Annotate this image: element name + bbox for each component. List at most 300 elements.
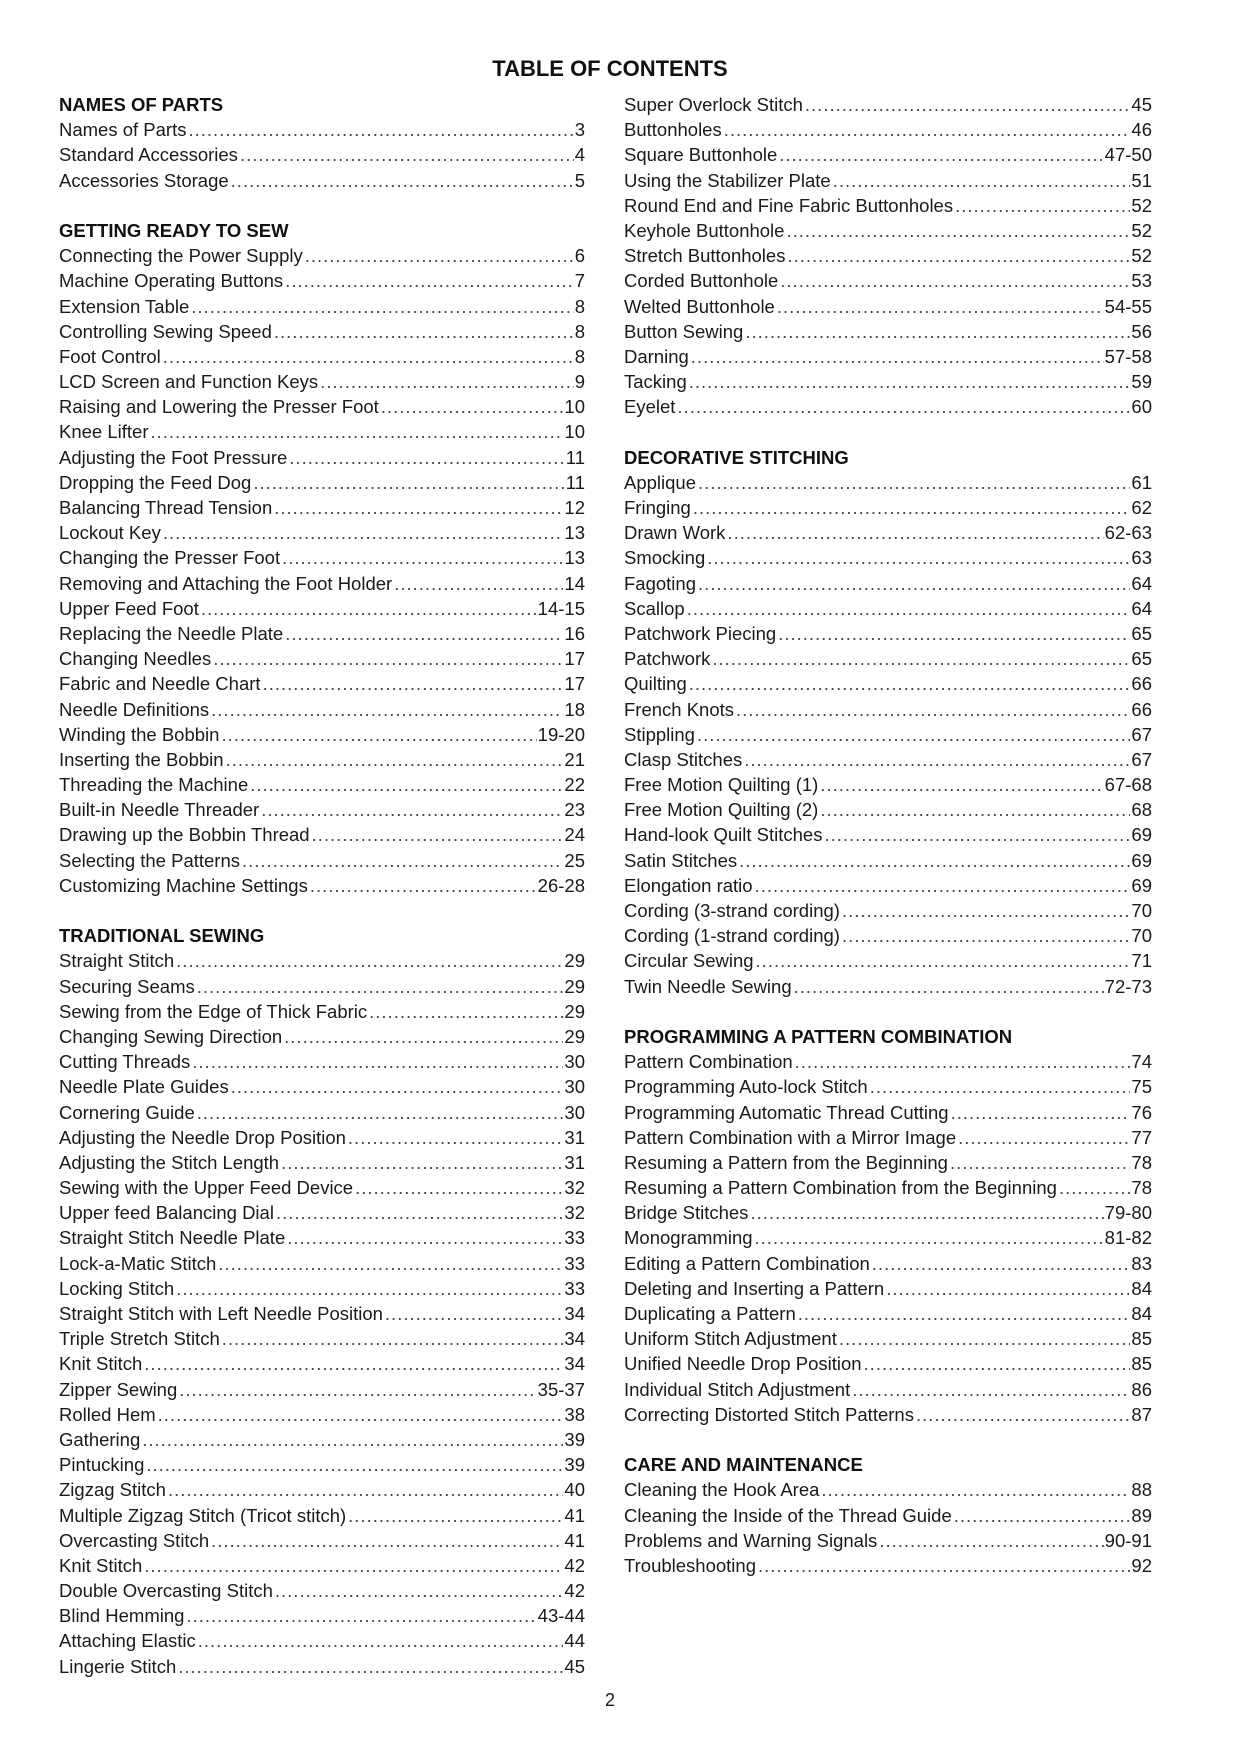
toc-entry-page: 57-58 bbox=[1104, 345, 1152, 367]
toc-entry-page: 59 bbox=[1131, 371, 1152, 393]
toc-entry-title: Selecting the Patterns bbox=[59, 849, 240, 871]
dot-leader bbox=[213, 646, 563, 671]
toc-entry bbox=[59, 1074, 585, 1099]
dot-leader bbox=[864, 1351, 1131, 1376]
dot-leader bbox=[369, 999, 563, 1024]
toc-entry-title: Triple Stretch Stitch bbox=[59, 1328, 220, 1350]
toc-entry bbox=[624, 369, 1152, 394]
toc-entry-page: 66 bbox=[1131, 698, 1152, 720]
toc-entry-page: 44 bbox=[564, 1630, 585, 1652]
toc-entry-page: 83 bbox=[1131, 1252, 1152, 1274]
toc-entry bbox=[59, 1301, 585, 1326]
toc-entry bbox=[624, 621, 1152, 646]
dot-leader bbox=[163, 520, 564, 545]
toc-entry bbox=[59, 948, 585, 973]
toc-entry-title: Resuming a Pattern from the Beginning bbox=[624, 1151, 948, 1173]
toc-entry bbox=[59, 1503, 585, 1528]
toc-entry-page: 30 bbox=[564, 1051, 585, 1073]
toc-entry-page: 62 bbox=[1131, 497, 1152, 518]
toc-entry-title: Quilting bbox=[624, 673, 687, 695]
toc-entry-page: 31 bbox=[564, 1126, 585, 1148]
toc-entry-title: Editing a Pattern Combination bbox=[624, 1252, 870, 1274]
toc-entry-title: Circular Sewing bbox=[624, 950, 754, 972]
toc-entry-title: Smocking bbox=[624, 547, 706, 569]
dot-leader bbox=[786, 218, 1130, 243]
dot-leader bbox=[250, 772, 563, 797]
toc-entry-title: Accessories Storage bbox=[59, 169, 229, 191]
toc-entry bbox=[59, 520, 585, 545]
dot-leader bbox=[795, 1049, 1131, 1074]
toc-entry-page: 32 bbox=[564, 1177, 585, 1199]
toc-entry-title: Individual Stitch Adjustment bbox=[624, 1378, 851, 1400]
section-heading: PROGRAMMING A PATTERN COMBINATION bbox=[624, 1025, 1013, 1047]
toc-entry-title: Patchwork Piecing bbox=[624, 622, 777, 644]
toc-entry-title: Pattern Combination bbox=[624, 1051, 793, 1073]
dot-leader bbox=[189, 117, 574, 142]
toc-entry-page: 40 bbox=[564, 1479, 585, 1501]
toc-entry bbox=[624, 92, 1152, 117]
page-title: TABLE OF CONTENTS bbox=[492, 56, 728, 81]
toc-entry bbox=[59, 1150, 585, 1175]
toc-entry-title: Straight Stitch bbox=[59, 950, 175, 972]
dot-leader bbox=[739, 848, 1130, 873]
toc-entry-page: 21 bbox=[564, 748, 585, 770]
toc-entry-page: 78 bbox=[1131, 1151, 1152, 1173]
toc-entry-page: 85 bbox=[1131, 1328, 1152, 1350]
toc-entry-page: 64 bbox=[1131, 597, 1152, 619]
toc-entry-page: 56 bbox=[1131, 320, 1152, 342]
toc-entry-page: 6 bbox=[574, 245, 585, 267]
toc-entry bbox=[59, 747, 585, 772]
toc-entry bbox=[624, 1125, 1152, 1150]
toc-entry-page: 11 bbox=[565, 471, 585, 493]
toc-entry-page: 77 bbox=[1131, 1126, 1152, 1148]
toc-entry-title: Uniform Stitch Adjustment bbox=[624, 1328, 837, 1350]
toc-entry-page: 42 bbox=[564, 1580, 585, 1602]
dot-leader bbox=[222, 1326, 564, 1351]
dot-leader bbox=[778, 621, 1130, 646]
toc-entry bbox=[624, 1553, 1152, 1578]
dot-leader bbox=[842, 923, 1130, 948]
toc-entry bbox=[59, 243, 585, 268]
toc-entry bbox=[624, 1049, 1152, 1074]
toc-entry bbox=[59, 1553, 585, 1578]
toc-entry-title: Connecting the Power Supply bbox=[59, 245, 303, 267]
toc-entry-title: Deleting and Inserting a Pattern bbox=[624, 1277, 885, 1299]
toc-entry bbox=[624, 1074, 1152, 1099]
toc-entry-title: Stretch Buttonholes bbox=[624, 245, 786, 267]
toc-entry-page: 10 bbox=[564, 396, 585, 418]
dot-leader bbox=[955, 193, 1130, 218]
toc-entry-page: 17 bbox=[564, 673, 585, 695]
toc-entry-title: Winding the Bobbin bbox=[59, 723, 220, 745]
dot-leader bbox=[394, 571, 563, 596]
toc-entry-title: Overcasting Stitch bbox=[59, 1529, 210, 1551]
toc-entry-title: Built-in Needle Threader bbox=[59, 799, 260, 821]
dot-leader bbox=[144, 1553, 563, 1578]
toc-entry-title: Satin Stitches bbox=[624, 849, 738, 871]
dot-leader bbox=[168, 1477, 563, 1502]
toc-entry bbox=[624, 1528, 1152, 1553]
toc-column-right bbox=[624, 92, 1152, 1578]
toc-entry-title: Patchwork bbox=[624, 648, 711, 670]
toc-entry-page: 52 bbox=[1131, 194, 1152, 216]
toc-entry bbox=[624, 168, 1152, 193]
toc-entry bbox=[624, 470, 1152, 495]
toc-entry-title: Fringing bbox=[624, 497, 691, 518]
dot-leader bbox=[226, 747, 564, 772]
toc-entry bbox=[59, 571, 585, 596]
dot-leader bbox=[779, 142, 1103, 167]
toc-entry bbox=[59, 294, 585, 319]
dot-leader bbox=[693, 495, 1131, 520]
dot-leader bbox=[689, 671, 1131, 696]
dot-leader bbox=[872, 1251, 1131, 1276]
toc-entry-title: Drawn Work bbox=[624, 522, 726, 544]
toc-entry bbox=[59, 1654, 585, 1679]
toc-entry-title: Free Motion Quilting (2) bbox=[624, 799, 819, 821]
toc-entry-title: Twin Needle Sewing bbox=[624, 975, 792, 997]
dot-leader bbox=[178, 1654, 563, 1679]
toc-entry-title: Dropping the Feed Dog bbox=[59, 471, 252, 493]
toc-entry-page: 60 bbox=[1131, 396, 1152, 418]
toc-entry-title: Button Sewing bbox=[624, 320, 744, 342]
dot-leader bbox=[787, 243, 1130, 268]
toc-entry-page: 74 bbox=[1131, 1051, 1152, 1073]
section-spacer bbox=[59, 898, 585, 923]
dot-leader bbox=[839, 1326, 1131, 1351]
dot-leader bbox=[712, 646, 1130, 671]
toc-entry-page: 29 bbox=[564, 1000, 585, 1022]
toc-entry-page: 42 bbox=[564, 1554, 585, 1576]
dot-leader bbox=[218, 1251, 563, 1276]
toc-entry bbox=[624, 243, 1152, 268]
dot-leader bbox=[744, 747, 1130, 772]
toc-entry bbox=[59, 1326, 585, 1351]
toc-entry-title: Sewing with the Upper Feed Device bbox=[59, 1177, 354, 1199]
toc-entry bbox=[624, 495, 1152, 520]
toc-entry bbox=[624, 772, 1152, 797]
section-spacer bbox=[624, 999, 1152, 1024]
toc-entry bbox=[624, 1477, 1152, 1502]
dot-leader bbox=[261, 797, 563, 822]
toc-entry-page: 79-80 bbox=[1104, 1202, 1152, 1224]
toc-entry-title: Resuming a Pattern Combination from the Beginning bbox=[624, 1177, 1057, 1199]
toc-entry-page: 63 bbox=[1131, 547, 1152, 569]
toc-entry bbox=[59, 1603, 585, 1628]
toc-entry bbox=[624, 1276, 1152, 1301]
toc-entry-title: Darning bbox=[624, 345, 689, 367]
dot-leader bbox=[242, 848, 563, 873]
toc-entry-title: Knit Stitch bbox=[59, 1353, 143, 1375]
dot-leader bbox=[146, 1452, 563, 1477]
dot-leader bbox=[886, 1276, 1130, 1301]
section-heading: GETTING READY TO SEW bbox=[59, 219, 289, 241]
toc-entry-title: Knit Stitch bbox=[59, 1554, 143, 1576]
toc-entry-page: 33 bbox=[564, 1277, 585, 1299]
dot-leader bbox=[144, 1351, 563, 1376]
dot-leader bbox=[1059, 1175, 1130, 1200]
toc-entry-title: Foot Control bbox=[59, 345, 161, 367]
dot-leader bbox=[287, 1225, 563, 1250]
toc-entry-page: 90-91 bbox=[1104, 1529, 1152, 1551]
toc-entry bbox=[624, 1225, 1152, 1250]
toc-entry bbox=[59, 117, 585, 142]
toc-entry-title: Fagoting bbox=[624, 572, 696, 594]
toc-entry-title: Cutting Threads bbox=[59, 1051, 191, 1073]
toc-entry-title: Clasp Stitches bbox=[624, 748, 743, 770]
toc-entry-title: Lingerie Stitch bbox=[59, 1655, 177, 1677]
dot-leader bbox=[355, 1175, 563, 1200]
toc-entry-title: Pattern Combination with a Mirror Image bbox=[624, 1126, 957, 1148]
toc-entry-title: Raising and Lowering the Presser Foot bbox=[59, 396, 379, 418]
toc-entry bbox=[624, 974, 1152, 999]
dot-leader bbox=[201, 596, 537, 621]
toc-entry-page: 69 bbox=[1131, 874, 1152, 896]
toc-entry-title: Keyhole Buttonhole bbox=[624, 219, 785, 241]
toc-entry-title: Names of Parts bbox=[59, 119, 187, 141]
toc-entry bbox=[59, 999, 585, 1024]
dot-leader bbox=[289, 445, 564, 470]
toc-entry-page: 52 bbox=[1131, 245, 1152, 267]
toc-entry-page: 46 bbox=[1131, 119, 1152, 141]
toc-entry-title: Straight Stitch Needle Plate bbox=[59, 1227, 286, 1249]
toc-entry bbox=[59, 419, 585, 444]
toc-entry-page: 10 bbox=[564, 421, 585, 443]
toc-entry-title: Extension Table bbox=[59, 295, 190, 317]
dot-leader bbox=[724, 117, 1131, 142]
toc-entry-page: 29 bbox=[564, 975, 585, 997]
toc-entry-title: Stippling bbox=[624, 723, 695, 745]
toc-entry-page: 81-82 bbox=[1104, 1227, 1152, 1249]
toc-entry-title: Tacking bbox=[624, 371, 687, 393]
toc-entry-title: Balancing Thread Tension bbox=[59, 497, 273, 518]
dot-leader bbox=[727, 520, 1103, 545]
dot-leader bbox=[221, 722, 536, 747]
toc-entry bbox=[59, 697, 585, 722]
toc-entry bbox=[59, 545, 585, 570]
toc-entry-title: Replacing the Needle Plate bbox=[59, 622, 284, 644]
dot-leader bbox=[697, 722, 1130, 747]
toc-entry-title: Adjusting the Foot Pressure bbox=[59, 446, 288, 468]
toc-entry-title: Cornering Guide bbox=[59, 1101, 195, 1123]
dot-leader bbox=[275, 1578, 564, 1603]
dot-leader bbox=[274, 319, 574, 344]
toc-entry bbox=[624, 193, 1152, 218]
dot-leader bbox=[282, 545, 563, 570]
toc-entry-title: Fabric and Needle Chart bbox=[59, 673, 261, 695]
toc-entry-page: 39 bbox=[564, 1428, 585, 1450]
toc-entry-page: 34 bbox=[564, 1328, 585, 1350]
toc-entry bbox=[624, 822, 1152, 847]
toc-entry-page: 22 bbox=[564, 774, 585, 796]
toc-entry bbox=[59, 495, 585, 520]
dot-leader bbox=[698, 571, 1130, 596]
dot-leader bbox=[240, 142, 574, 167]
toc-entry-page: 66 bbox=[1131, 673, 1152, 695]
toc-entry bbox=[624, 142, 1152, 167]
toc-entry-page: 38 bbox=[564, 1403, 585, 1425]
toc-entry-page: 70 bbox=[1131, 900, 1152, 921]
dot-leader bbox=[150, 419, 563, 444]
toc-entry-title: LCD Screen and Function Keys bbox=[59, 371, 319, 393]
dot-leader bbox=[263, 671, 564, 696]
toc-entry-title: Hand-look Quilt Stitches bbox=[624, 824, 823, 846]
dot-leader bbox=[348, 1125, 564, 1150]
toc-entry bbox=[59, 344, 585, 369]
toc-entry-page: 34 bbox=[564, 1353, 585, 1375]
toc-entry-title: Upper Feed Foot bbox=[59, 597, 199, 619]
dot-leader bbox=[310, 873, 537, 898]
toc-entry bbox=[59, 722, 585, 747]
toc-entry bbox=[624, 520, 1152, 545]
toc-entry bbox=[59, 1225, 585, 1250]
dot-leader bbox=[805, 92, 1131, 117]
toc-entry-page: 39 bbox=[564, 1454, 585, 1476]
toc-entry bbox=[59, 319, 585, 344]
toc-entry-page: 89 bbox=[1131, 1504, 1152, 1526]
toc-entry-title: Unified Needle Drop Position bbox=[624, 1353, 862, 1375]
toc-entry bbox=[624, 923, 1152, 948]
toc-entry-page: 12 bbox=[564, 497, 585, 518]
toc-entry-title: Sewing from the Edge of Thick Fabric bbox=[59, 1000, 368, 1022]
toc-entry bbox=[624, 1175, 1152, 1200]
toc-entry-title: Eyelet bbox=[624, 396, 676, 418]
toc-entry-page: 23 bbox=[564, 799, 585, 821]
toc-entry-page: 67 bbox=[1131, 748, 1152, 770]
toc-entry-page: 85 bbox=[1131, 1353, 1152, 1375]
toc-entry-title: Using the Stabilizer Plate bbox=[624, 169, 831, 191]
toc-entry-title: Knee Lifter bbox=[59, 421, 149, 443]
toc-entry-title: Cleaning the Inside of the Thread Guide bbox=[624, 1504, 952, 1526]
toc-entry bbox=[59, 1578, 585, 1603]
dot-leader bbox=[284, 1024, 563, 1049]
toc-entry bbox=[624, 1503, 1152, 1528]
toc-entry bbox=[59, 1377, 585, 1402]
toc-entry-page: 8 bbox=[574, 295, 585, 317]
toc-entry bbox=[59, 1402, 585, 1427]
toc-entry bbox=[59, 1528, 585, 1553]
toc-entry-title: Round End and Fine Fabric Buttonholes bbox=[624, 194, 954, 216]
toc-entry-title: Inserting the Bobbin bbox=[59, 748, 224, 770]
section-spacer bbox=[624, 419, 1152, 444]
toc-entry-title: Correcting Distorted Stitch Patterns bbox=[624, 1403, 914, 1425]
toc-entry-title: Lock-a-Matic Stitch bbox=[59, 1252, 217, 1274]
toc-entry-page: 7 bbox=[574, 270, 585, 292]
toc-entry-title: Buttonholes bbox=[624, 119, 722, 141]
toc-entry-title: Bridge Stitches bbox=[624, 1202, 749, 1224]
toc-entry-page: 5 bbox=[574, 169, 585, 191]
toc-entry bbox=[59, 1427, 585, 1452]
dot-leader bbox=[163, 344, 574, 369]
toc-entry bbox=[624, 1301, 1152, 1326]
toc-entry-title: Standard Accessories bbox=[59, 144, 238, 166]
section-heading: TRADITIONAL SEWING bbox=[59, 925, 265, 947]
dot-leader bbox=[158, 1402, 564, 1427]
toc-entry bbox=[624, 848, 1152, 873]
toc-entry bbox=[59, 873, 585, 898]
dot-leader bbox=[687, 596, 1131, 621]
toc-entry bbox=[624, 1200, 1152, 1225]
section-heading: DECORATIVE STITCHING bbox=[624, 446, 849, 468]
dot-leader bbox=[820, 772, 1103, 797]
toc-entry-page: 84 bbox=[1131, 1303, 1152, 1324]
dot-leader bbox=[750, 1200, 1103, 1225]
toc-entry-page: 29 bbox=[564, 1025, 585, 1047]
toc-entry-title: Scallop bbox=[624, 597, 685, 619]
dot-leader bbox=[186, 1603, 536, 1628]
toc-entry bbox=[624, 873, 1152, 898]
toc-entry-title: Zipper Sewing bbox=[59, 1378, 178, 1400]
dot-leader bbox=[842, 898, 1130, 923]
toc-entry-title: Elongation ratio bbox=[624, 874, 753, 896]
dot-leader bbox=[198, 1628, 564, 1653]
toc-entry-page: 92 bbox=[1131, 1554, 1152, 1576]
toc-entry-page: 25 bbox=[564, 849, 585, 871]
toc-entry-title: Welted Buttonhole bbox=[624, 295, 775, 317]
toc-entry bbox=[624, 1377, 1152, 1402]
dot-leader bbox=[179, 1377, 536, 1402]
toc-entry-page: 17 bbox=[564, 648, 585, 670]
toc-entry bbox=[624, 1100, 1152, 1125]
toc-entry-title: Duplicating a Pattern bbox=[624, 1303, 796, 1324]
toc-entry bbox=[59, 142, 585, 167]
section-heading: CARE AND MAINTENANCE bbox=[624, 1454, 863, 1476]
toc-entry-page: 76 bbox=[1131, 1101, 1152, 1123]
dot-leader bbox=[348, 1503, 563, 1528]
toc-entry bbox=[59, 1100, 585, 1125]
toc-entry bbox=[624, 319, 1152, 344]
toc-entry bbox=[59, 797, 585, 822]
toc-entry bbox=[59, 1125, 585, 1150]
toc-entry bbox=[624, 747, 1152, 772]
toc-entry-title: Straight Stitch with Left Needle Position bbox=[59, 1303, 383, 1324]
toc-entry bbox=[624, 671, 1152, 696]
section-heading: NAMES OF PARTS bbox=[59, 94, 224, 115]
toc-entry-title: Cording (3-strand cording) bbox=[624, 900, 840, 921]
toc-entry bbox=[59, 268, 585, 293]
toc-entry bbox=[59, 369, 585, 394]
dot-leader bbox=[305, 243, 574, 268]
toc-entry-page: 41 bbox=[564, 1529, 585, 1551]
toc-entry-page: 3 bbox=[574, 119, 585, 141]
toc-entry bbox=[624, 294, 1152, 319]
toc-entry-title: Pintucking bbox=[59, 1454, 145, 1476]
dot-leader bbox=[689, 369, 1131, 394]
toc-entry-page: 65 bbox=[1131, 648, 1152, 670]
toc-entry-title: Customizing Machine Settings bbox=[59, 874, 308, 896]
toc-entry-title: Drawing up the Bobbin Thread bbox=[59, 824, 310, 846]
dot-leader bbox=[285, 268, 574, 293]
toc-entry-page: 87 bbox=[1131, 1403, 1152, 1425]
toc-entry-page: 45 bbox=[564, 1655, 585, 1677]
toc-entry-title: Problems and Warning Signals bbox=[624, 1529, 878, 1551]
toc-entry-page: 51 bbox=[1131, 169, 1152, 191]
dot-leader bbox=[794, 974, 1104, 999]
toc-entry-title: Changing Sewing Direction bbox=[59, 1025, 283, 1047]
toc-entry-page: 67 bbox=[1131, 723, 1152, 745]
toc-entry bbox=[624, 394, 1152, 419]
toc-column-left bbox=[59, 92, 585, 1679]
toc-entry-page: 14 bbox=[564, 572, 585, 594]
toc-entry-page: 11 bbox=[565, 446, 585, 468]
toc-entry-title: Attaching Elastic bbox=[59, 1630, 196, 1652]
toc-entry-page: 30 bbox=[564, 1076, 585, 1098]
toc-entry bbox=[59, 974, 585, 999]
toc-entry-title: Needle Definitions bbox=[59, 698, 210, 720]
toc-entry-title: Machine Operating Buttons bbox=[59, 270, 284, 292]
toc-entry-title: Blind Hemming bbox=[59, 1605, 185, 1627]
